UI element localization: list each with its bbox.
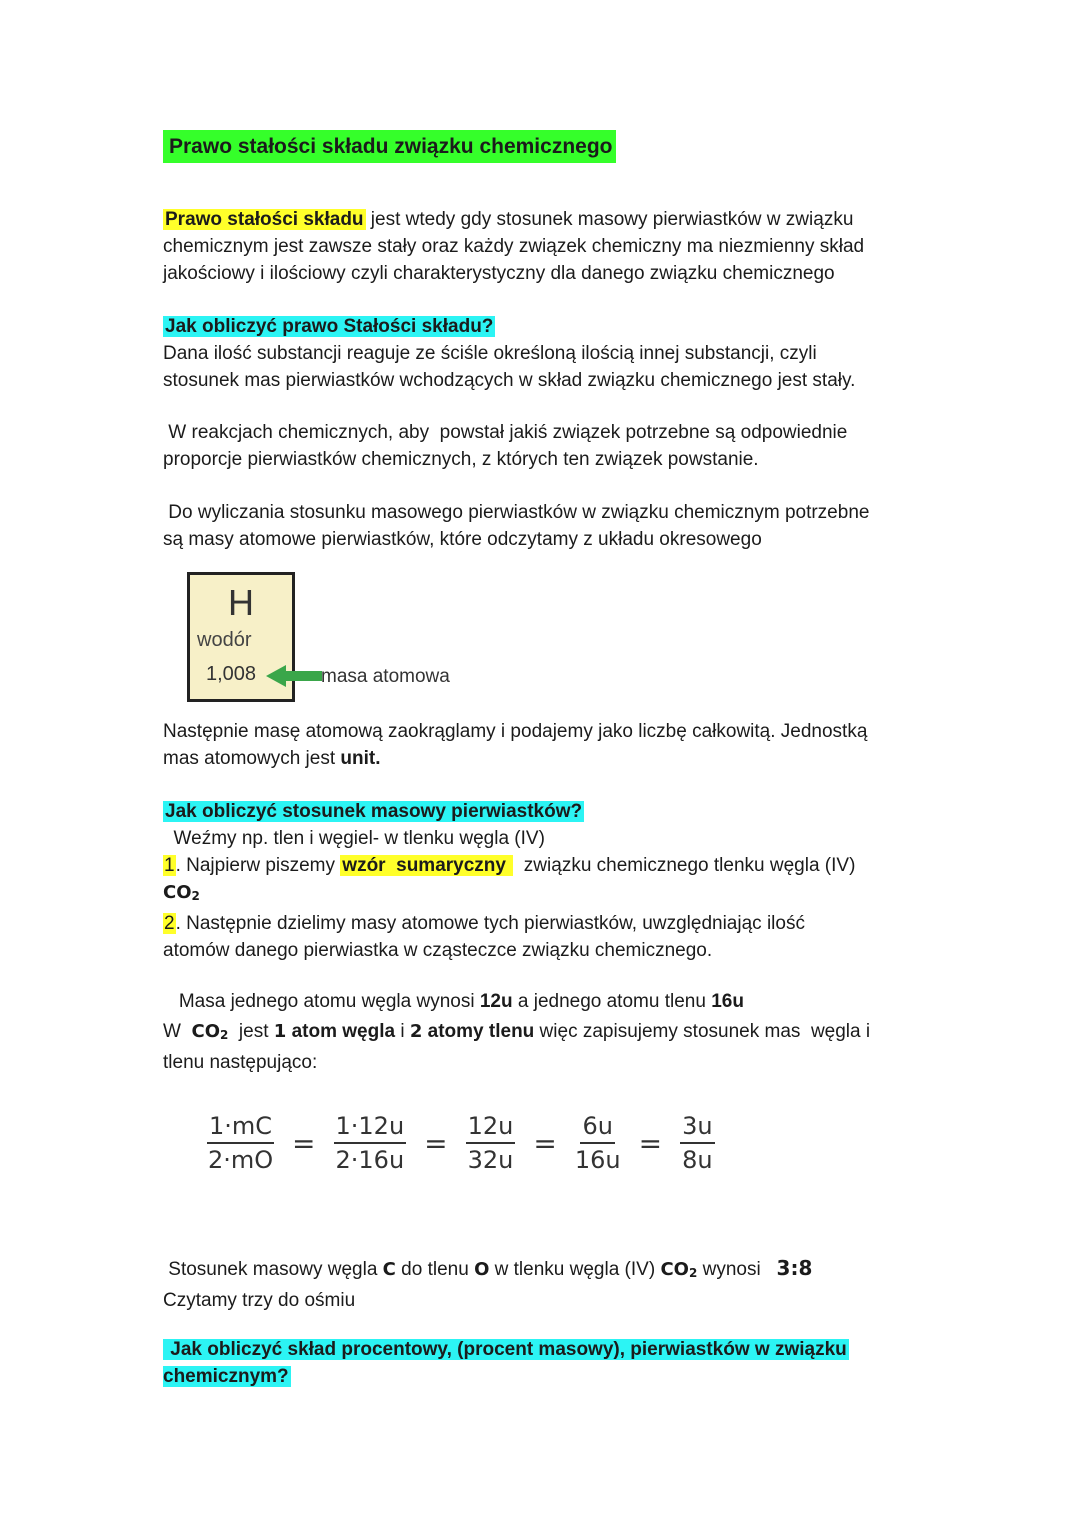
reactions-line2: proporcje pierwiastków chemicznych, z których ten związek powstanie. xyxy=(163,449,759,470)
result-text-3: w tlenku węgla (IV) xyxy=(489,1259,661,1280)
section-3-heading-line1: Jak obliczyć skład procentowy, (procent masowy), pierwiastków w związku xyxy=(165,1339,847,1360)
element-symbol: H xyxy=(228,582,254,623)
section-2 xyxy=(163,798,923,964)
atomic-mass-line2: są masy atomowe pierwiastków, które odczytamy z układu okresowego xyxy=(163,529,762,550)
arrow-label: masa atomowa xyxy=(321,666,450,687)
fraction-1: $\frac{1\cdot mC}{2\cdot mO}$ xyxy=(207,1112,274,1174)
element-mass: 1,008 xyxy=(206,663,257,685)
equals-sign: = xyxy=(424,1126,448,1160)
step-2-line1: . Następnie dzielimy masy atomowe tych pierwiastków, uwzględniając ilość xyxy=(175,913,805,934)
fraction-3: $\frac{12u}{32u}$ xyxy=(467,1112,514,1174)
section-1-heading: Jak obliczyć prawo Stałości składu? xyxy=(165,316,494,337)
formula-co2-inline: $CO_2$ xyxy=(191,1021,229,1042)
step-1-number: 1 xyxy=(164,855,175,876)
count-two: 2 xyxy=(409,1021,423,1042)
mass-ratio-equation xyxy=(203,1108,719,1178)
reading-line: Czytamy trzy do ośmiu xyxy=(163,1290,356,1311)
intro-paragraph xyxy=(163,206,923,287)
paragraph-rounding xyxy=(163,718,923,772)
fraction-5: $\frac{3u}{8u}$ xyxy=(682,1112,713,1174)
fraction-4: $\frac{6u}{16u}$ xyxy=(574,1112,621,1174)
formula-co2: $CO_2$ xyxy=(163,882,200,903)
intro-line2: chemicznym jest zawsze stały oraz każdy związek chemiczny ma niezmienny skład xyxy=(163,236,865,257)
green-arrow-icon xyxy=(266,663,322,689)
oxygen-atoms-text: atomy tlenu xyxy=(422,1021,535,1042)
oxygen-symbol: O xyxy=(474,1259,490,1280)
step-1-rest: związku chemicznego tlenku węgla (IV) xyxy=(513,855,856,876)
equals-sign: = xyxy=(292,1126,316,1160)
unit-word: unit. xyxy=(340,748,381,769)
reactions-line1: W reakcjach chemicznych, aby powstał jakiś związek potrzebne są odpowiednie xyxy=(163,422,848,443)
carbon-atom-text: atom węgla xyxy=(286,1021,396,1042)
rounding-line1: Następnie masę atomową zaokrąglamy i podajemy jako liczbę całkowitą. Jednostką xyxy=(163,721,868,742)
term-highlight: Prawo stałości składu xyxy=(165,209,364,230)
step-1-text: . Najpierw piszemy xyxy=(175,855,341,876)
fraction-2: $\frac{1\cdot 12u}{2\cdot 16u}$ xyxy=(335,1112,405,1174)
mass-text-2: a jednego atomu tlenu xyxy=(512,991,712,1012)
mass-text-1: Masa jednego atomu węgla wynosi xyxy=(163,991,480,1012)
result-text-4: wynosi xyxy=(697,1259,777,1280)
section-3-heading-line2: chemicznym? xyxy=(163,1366,289,1387)
section-1 xyxy=(163,313,923,394)
jest-text: jest xyxy=(228,1021,274,1042)
paragraph-atomic-mass xyxy=(163,499,923,553)
intro-line1: jest wtedy gdy stosunek masowy pierwiastków w związku xyxy=(365,209,854,230)
paragraph-reactions xyxy=(163,419,923,473)
result-text-2: do tlenu xyxy=(395,1259,475,1280)
result-text-1: Stosunek masowy węgla xyxy=(163,1259,383,1280)
step-2-number: 2 xyxy=(164,913,175,934)
page-title xyxy=(163,130,616,163)
oxygen-mass: 16u xyxy=(711,991,744,1012)
paragraph-masses xyxy=(163,988,933,1076)
carbon-mass: 12u xyxy=(479,991,513,1012)
element-name: wodór xyxy=(197,629,252,651)
count-one: 1 xyxy=(273,1021,287,1042)
section-1-p1-line2: stosunek mas pierwiastków wchodzących w skład związku chemicznego jest stały. xyxy=(163,370,856,391)
equals-sign: = xyxy=(533,1126,557,1160)
atomic-mass-line1: Do wyliczania stosunku masowego pierwiastków w związku chemicznym potrzebne xyxy=(163,502,870,523)
section-1-p1-line1: Dana ilość substancji reaguje ze ściśle określoną ilością innej substancji, czyli xyxy=(163,343,817,364)
ratio-line2: tlenu następująco: xyxy=(163,1052,318,1073)
rounding-line2: mas atomowych jest xyxy=(163,748,341,769)
intro-line3: jakościowy i ilościowy czyli charakterystyczny dla danego związku chemicznego xyxy=(163,263,835,284)
title-highlight: Prawo stałości składu związku chemicznego xyxy=(163,130,616,163)
equals-sign: = xyxy=(638,1126,663,1160)
carbon-symbol: C xyxy=(382,1259,396,1280)
section-2-heading: Jak obliczyć stosunek masowy pierwiastków? xyxy=(165,801,583,822)
step-2-line2: atomów danego pierwiastka w cząsteczce związku chemicznego. xyxy=(163,940,713,961)
w-text: W xyxy=(163,1021,192,1042)
ratio-rest: więc zapisujemy stosunek mas węgla i xyxy=(534,1021,871,1042)
paragraph-result xyxy=(163,1255,923,1314)
example-line: Weźmy np. tlen i węgiel- w tlenku węgla (IV) xyxy=(163,828,545,849)
and-text: i xyxy=(395,1021,410,1042)
mass-ratio-result: 3:8 xyxy=(776,1256,813,1280)
section-3 xyxy=(163,1336,923,1390)
formula-term-highlight: wzór sumaryczny xyxy=(342,855,512,876)
formula-co2-result: $CO_2$ xyxy=(660,1259,698,1280)
